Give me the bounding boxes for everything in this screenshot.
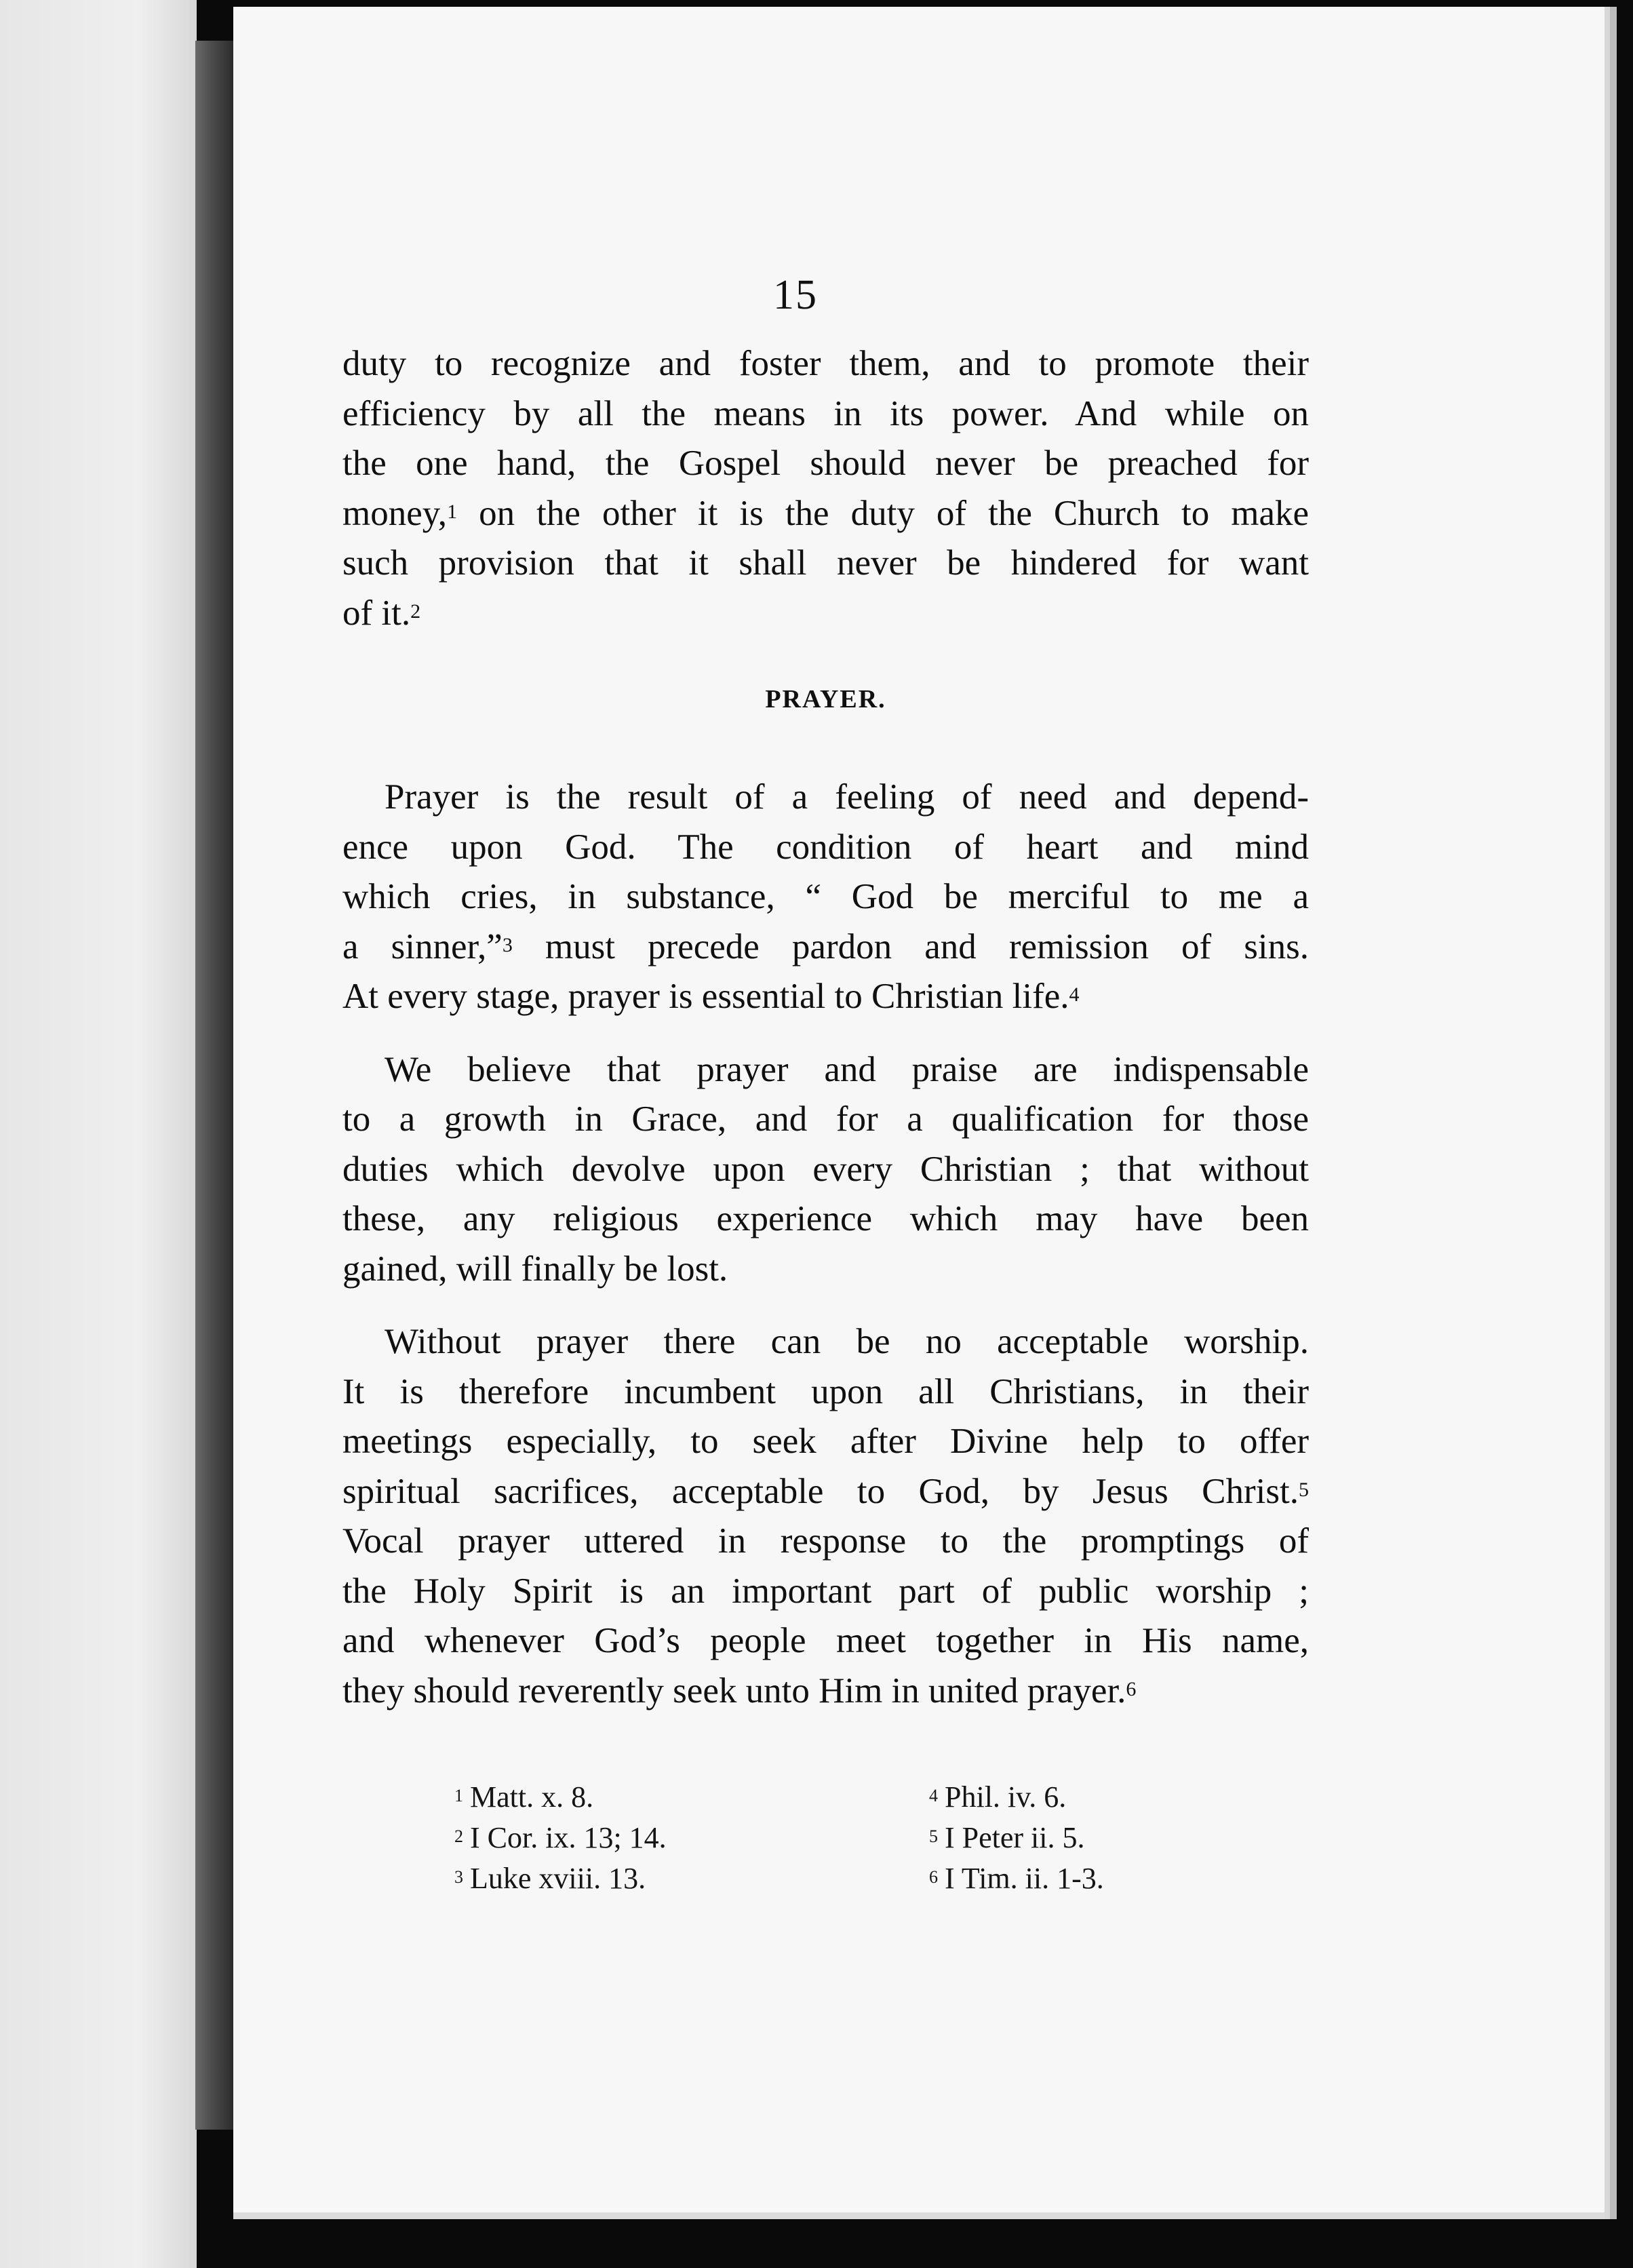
- footnote-text: Phil. iv. 6.: [945, 1780, 1067, 1814]
- text-line: the one hand, the Gospel should never be preached for: [342, 444, 1309, 483]
- text-line: We believe that prayer and praise are indispensable: [385, 1049, 1309, 1089]
- text-line: ence upon God. The condition of heart and mind: [342, 827, 1309, 867]
- text-line: It is therefore incumbent upon all Christians, in their: [342, 1371, 1309, 1411]
- book-spine: [195, 41, 235, 2130]
- text-line: [342, 489, 1309, 539]
- text-line: [342, 972, 1309, 1022]
- footnote-number: 6: [929, 1867, 938, 1887]
- footnote-ref: 6: [1126, 1677, 1137, 1700]
- paragraph-gap: [342, 1294, 1309, 1317]
- footnote-text: Luke xviii. 13.: [470, 1862, 646, 1895]
- text-line: meetings especially, to seek after Divine help to offer: [342, 1422, 1309, 1461]
- footnotes-column-left: [454, 1777, 667, 1899]
- text-line: which cries, in substance, “ God be merciful to me a: [342, 877, 1309, 916]
- text-line: Prayer is the result of a feeling of need and depend-: [385, 777, 1309, 817]
- footnote-ref: 1: [447, 500, 458, 523]
- footnote: [929, 1777, 1104, 1818]
- text-fragment: money,: [342, 493, 448, 533]
- text-fragment: At every stage, prayer is essential to Christian life.: [342, 977, 1069, 1016]
- text-line: [342, 589, 1309, 639]
- text-fragment: of it.: [342, 593, 411, 633]
- text-fragment: on the other it is the duty of the Church to make: [479, 493, 1310, 533]
- text-fragment: they should reverently seek unto Him in united prayer.: [342, 1670, 1126, 1710]
- paragraph-prayer-need: [342, 773, 1309, 1022]
- text-line: these, any religious experience which may have been: [342, 1199, 1309, 1238]
- footnote: [929, 1818, 1104, 1858]
- page-body: [342, 339, 1309, 1716]
- footnotes-column-right: [929, 1777, 1104, 1899]
- paragraph-gap: [342, 1022, 1309, 1045]
- facing-page: [0, 0, 197, 2268]
- footnote-text: I Cor. ix. 13; 14.: [470, 1821, 667, 1854]
- text-line: [342, 1666, 1309, 1717]
- footnote-text: I Peter ii. 5.: [945, 1821, 1085, 1854]
- footnote-text: I Tim. ii. 1-3.: [945, 1862, 1104, 1895]
- text-line: duties which devolve upon every Christian ; that without: [342, 1149, 1309, 1189]
- footnote-text: Matt. x. 8.: [470, 1780, 594, 1814]
- paragraph-prayer-praise: [342, 1045, 1309, 1295]
- text-line: gained, will finally be lost.: [342, 1249, 728, 1289]
- text-line: [342, 922, 1309, 973]
- text-fragment: a sinner,”: [342, 926, 503, 966]
- text-line: efficiency by all the means in its power. And while on: [342, 393, 1309, 433]
- section-heading: PRAYER.: [765, 685, 886, 713]
- footnote-ref: 4: [1069, 983, 1080, 1006]
- footnote-ref: 5: [1299, 1478, 1309, 1501]
- text-line: and whenever God’s people meet together in His name,: [342, 1621, 1309, 1660]
- footnote-ref: 2: [410, 600, 421, 623]
- footnote: [929, 1858, 1104, 1899]
- footnote: [454, 1818, 667, 1858]
- text-line: [342, 1467, 1309, 1517]
- footnote-number: 5: [929, 1826, 938, 1846]
- page-edge: [1610, 7, 1617, 2219]
- footnote-ref: 3: [502, 933, 513, 956]
- text-line: Without prayer there can be no acceptable worship.: [385, 1322, 1309, 1361]
- footnote: [454, 1858, 667, 1899]
- footnote: [454, 1777, 667, 1818]
- text-line: Vocal prayer uttered in response to the promptings of: [342, 1521, 1309, 1561]
- paragraph-duty: [342, 339, 1309, 638]
- footnote-number: 2: [454, 1826, 463, 1846]
- text-fragment: must precede pardon and remission of sins.: [512, 926, 1310, 966]
- paragraph-worship: [342, 1317, 1309, 1716]
- footnote-number: 1: [454, 1786, 463, 1805]
- footnote-number: 4: [929, 1786, 938, 1805]
- text-line: such provision that it shall never be hindered for want: [342, 543, 1309, 583]
- text-fragment: spiritual sacrifices, acceptable to God, by Jesus Christ.: [342, 1471, 1299, 1511]
- text-line: the Holy Spirit is an important part of public worship ;: [342, 1571, 1309, 1611]
- text-line: duty to recognize and foster them, and to promote their: [342, 344, 1309, 383]
- footnote-number: 3: [454, 1867, 463, 1887]
- text-line: to a growth in Grace, and for a qualification for those: [342, 1099, 1309, 1139]
- page-number: 15: [773, 272, 818, 318]
